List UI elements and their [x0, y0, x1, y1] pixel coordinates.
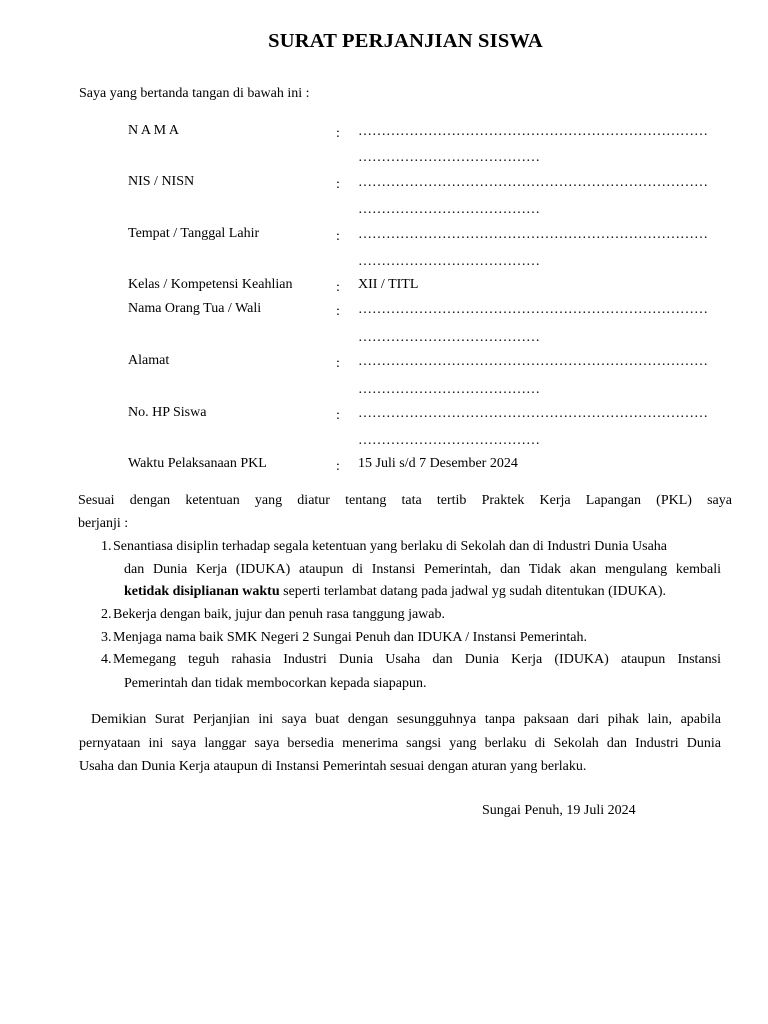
field-dots-line2: ………………………………… [358, 433, 540, 448]
field-colon: : [336, 459, 340, 474]
list-item-text: Pemerintah dan tidak membocorkan kepada siapapun. [124, 676, 427, 691]
field-label-class: Kelas / Kompetensi Keahlian [128, 277, 293, 292]
field-dots-line2: ………………………………… [358, 254, 540, 269]
field-dots-line1: ………………………………………………………………… [358, 227, 708, 242]
closing-paragraph: Usaha dan Dunia Kerja ataupun di Instansi Pemerintah sesuai dengan aturan yang berlaku. [79, 759, 587, 774]
field-dots-line1: ………………………………………………………………… [358, 175, 708, 190]
field-value-pkl-time: 15 Juli s/d 7 Desember 2024 [358, 456, 518, 471]
list-item-text: Senantiasa disiplin terhadap segala ketentuan yang berlaku di Sekolah dan di Industri Dunia Usaha [113, 539, 668, 554]
list-item-text: Memegang teguh rahasia Industri Dunia Usaha dan Dunia Kerja (IDUKA) ataupun Instansi [113, 652, 721, 667]
field-colon: : [336, 304, 340, 319]
list-item-number: 3. [101, 630, 112, 645]
field-dots-line1: ………………………………………………………………… [358, 354, 708, 369]
list-item-number: 1. [101, 539, 112, 554]
field-colon: : [336, 408, 340, 423]
list-item-text-rest: seperti terlambat datang pada jadwal yg sudah ditentukan (IDUKA). [279, 584, 667, 599]
field-dots-line2: ………………………………… [358, 202, 540, 217]
field-colon: : [336, 280, 340, 295]
field-colon: : [336, 177, 340, 192]
field-value-class: XII / TITL [358, 277, 419, 292]
field-colon: : [336, 229, 340, 244]
list-item-number: 4. [101, 652, 112, 667]
field-label-nis: NIS / NISN [128, 174, 195, 189]
closing-paragraph: pernyataan ini saya langgar saya bersedia menerima sangsi yang berlaku di Sekolah dan Industri Dunia [79, 736, 721, 751]
field-colon: : [336, 126, 340, 141]
agreement-intro-end: berjanji : [78, 516, 129, 531]
field-label-nama: N A M A [128, 123, 179, 138]
list-item-text: dan Dunia Kerja (IDUKA) ataupun di Instansi Pemerintah, dan Tidak akan mengulang kembali [124, 562, 721, 577]
field-dots-line1: ………………………………………………………………… [358, 124, 708, 139]
field-dots-line2: ………………………………… [358, 150, 540, 165]
place-date: Sungai Penuh, 19 Juli 2024 [482, 803, 636, 818]
field-dots-line1: ………………………………………………………………… [358, 302, 708, 317]
agreement-intro: Sesuai dengan ketentuan yang diatur tentang tata tertib Praktek Kerja Lapangan (PKL) saya [78, 493, 732, 508]
list-item-text [124, 584, 666, 600]
field-label-pkl-time: Waktu Pelaksanaan PKL [128, 456, 267, 471]
field-colon: : [336, 356, 340, 371]
field-label-address: Alamat [128, 353, 170, 368]
field-dots-line2: ………………………………… [358, 330, 540, 345]
emphasis-text: ketidak disiplianan waktu [124, 584, 280, 599]
field-label-phone: No. HP Siswa [128, 405, 207, 420]
list-item-number: 2. [101, 607, 112, 622]
field-dots-line1: ………………………………………………………………… [358, 406, 708, 421]
intro-text: Saya yang bertanda tangan di bawah ini : [79, 86, 310, 101]
list-item-text: Bekerja dengan baik, jujur dan penuh rasa tanggung jawab. [113, 607, 446, 622]
field-label-birth: Tempat / Tanggal Lahir [128, 226, 260, 241]
field-label-parent: Nama Orang Tua / Wali [128, 301, 262, 316]
field-dots-line2: ………………………………… [358, 382, 540, 397]
list-item-text: Menjaga nama baik SMK Negeri 2 Sungai Penuh dan IDUKA / Instansi Pemerintah. [113, 630, 587, 645]
document-title: SURAT PERJANJIAN SISWA [268, 30, 543, 52]
closing-paragraph: Demikian Surat Perjanjian ini saya buat dengan sesungguhnya tanpa paksaan dari pihak lain, apabila [91, 712, 721, 727]
